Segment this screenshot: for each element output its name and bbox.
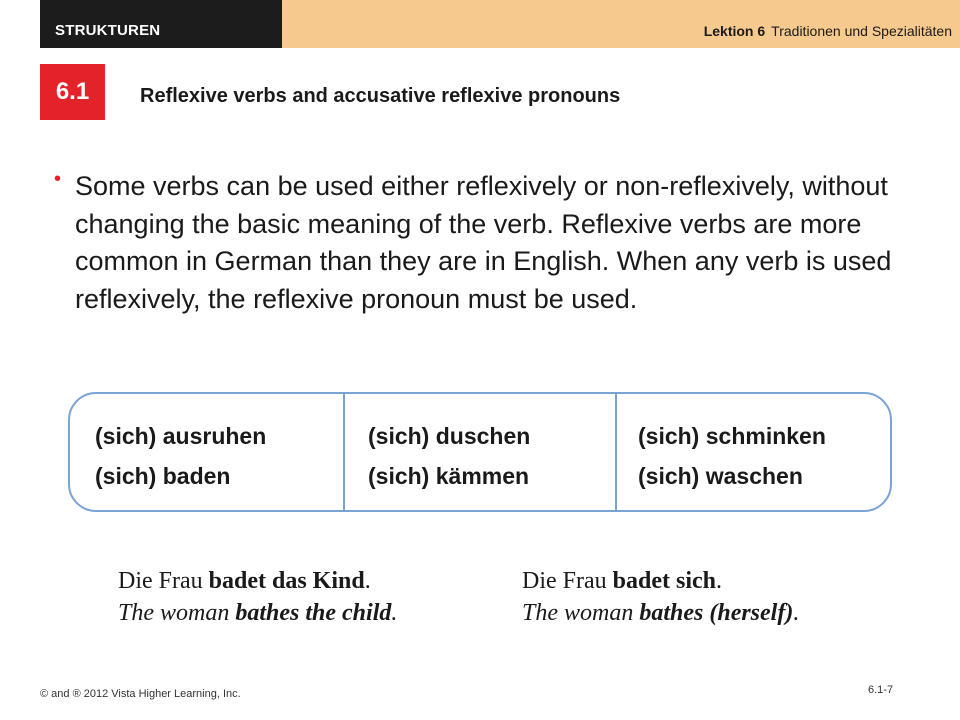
verb-item: (sich) baden bbox=[95, 463, 231, 489]
verb-item: (sich) schminken bbox=[638, 423, 826, 449]
lesson-info bbox=[282, 0, 960, 48]
section-number-badge: 6.1 bbox=[40, 64, 105, 120]
verb-column bbox=[368, 394, 530, 510]
page-number: 6.1-7 bbox=[868, 684, 894, 696]
example-english: The woman bathes the child. bbox=[118, 600, 398, 626]
slide-header bbox=[0, 0, 960, 48]
bullet-icon: • bbox=[54, 168, 62, 190]
copyright: © and ® 2012 Vista Higher Learning, Inc. bbox=[40, 688, 241, 700]
verb-item: (sich) kämmen bbox=[368, 463, 530, 489]
column-divider bbox=[343, 394, 345, 510]
example-reflexive bbox=[522, 565, 799, 629]
example-english: The woman bathes (herself). bbox=[522, 600, 800, 626]
section-label: STRUKTUREN bbox=[40, 0, 282, 48]
verb-list-box bbox=[68, 392, 892, 512]
lesson-label: Lektion 6 bbox=[703, 23, 766, 39]
column-divider bbox=[615, 394, 617, 510]
lesson-title: Traditionen und Spezialitäten bbox=[771, 23, 952, 39]
section-title: Reflexive verbs and accusative reflexive pronouns bbox=[140, 85, 621, 107]
verb-column bbox=[95, 394, 266, 510]
example-non-reflexive bbox=[118, 565, 397, 629]
example-german: Die Frau badet das Kind. bbox=[118, 568, 371, 594]
verb-item: (sich) ausruhen bbox=[95, 423, 267, 449]
verb-item: (sich) duschen bbox=[368, 423, 531, 449]
bullet-text: Some verbs can be used either reflexively or non-reflexively, without changing the basic meaning of the verb. Reflexive verbs are more common in German than they are in English. When any verb is used reflexively, the reflexive pronoun must be used. bbox=[75, 171, 892, 314]
verb-column bbox=[638, 394, 826, 510]
verb-item: (sich) waschen bbox=[638, 463, 803, 489]
example-german: Die Frau badet sich. bbox=[522, 568, 723, 594]
